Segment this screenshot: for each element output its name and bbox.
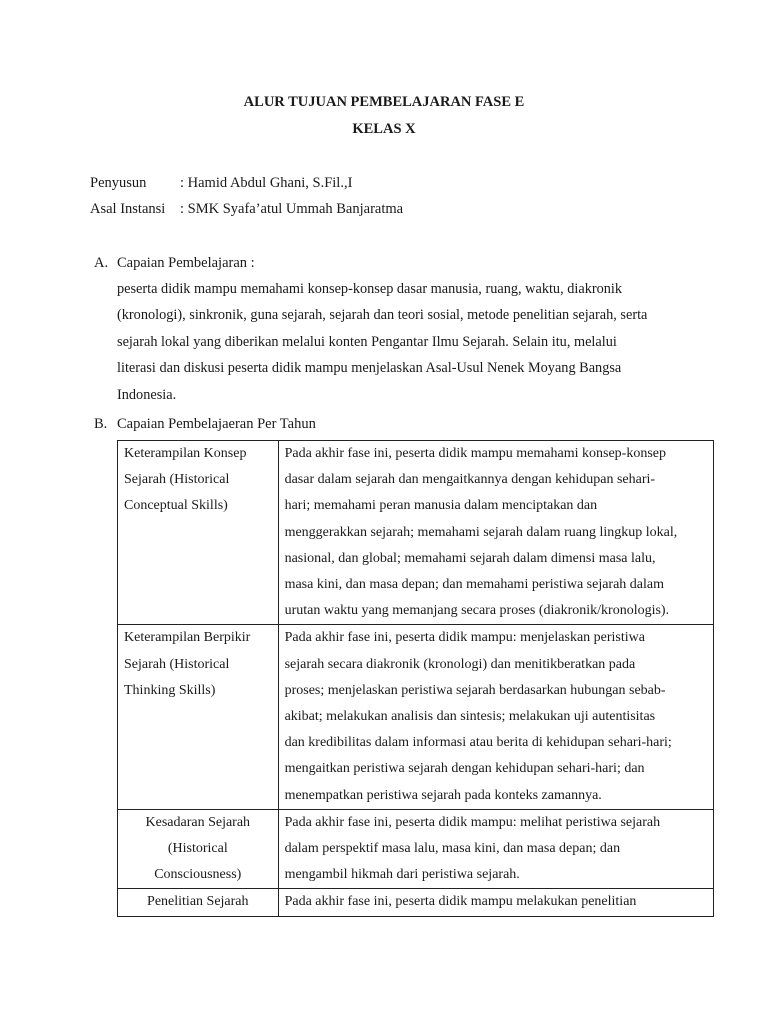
skill-line: Thinking Skills) xyxy=(124,682,216,698)
description-line: dasar dalam sejarah dan mengaitkannya dengan kehidupan sehari- xyxy=(284,472,656,488)
paragraph-line: sejarah lokal yang diberikan melalui konten Pengantar Ilmu Sejarah. Selain itu, melalui xyxy=(117,333,617,350)
penyusun-label: Penyusun xyxy=(90,175,147,191)
description-line: dalam perspektif masa lalu, masa kini, dan masa depan; dan xyxy=(284,841,621,857)
paragraph-line: (kronologi), sinkronik, guna sejarah, sejarah dan teori sosial, metode penelitian sejarah, serta xyxy=(117,307,648,324)
skill-cell xyxy=(118,441,279,625)
section-a-marker: A. xyxy=(94,255,109,271)
section-a-paragraph xyxy=(117,276,677,408)
skill-line: (Historical xyxy=(167,841,228,857)
description-line: proses; menjelaskan peristiwa sejarah berdasarkan hubungan sebab- xyxy=(284,682,666,698)
table-row xyxy=(118,625,714,809)
paragraph-line: Indonesia. xyxy=(117,386,177,403)
capaian-table xyxy=(117,440,714,917)
description-line: mengambil hikmah dari peristiwa sejarah. xyxy=(284,867,520,883)
description-line: Pada akhir fase ini, peserta didik mampu melakukan penelitian xyxy=(284,894,637,910)
description-line: Pada akhir fase ini, peserta didik mampu: menjelaskan peristiwa xyxy=(284,630,645,646)
description-cell xyxy=(278,889,713,916)
skill-line: Penelitian Sejarah xyxy=(147,894,249,910)
description-line: sejarah secara diakronik (kronologi) dan menitikberatkan pada xyxy=(284,656,636,672)
description-cell xyxy=(278,809,713,889)
section-a-title: Capaian Pembelajaran : xyxy=(117,255,255,271)
section-b-title: Capaian Pembelajaeran Per Tahun xyxy=(117,416,316,432)
skill-line: Conceptual Skills) xyxy=(124,498,228,514)
paragraph-line: peserta didik mampu memahami konsep-konsep dasar manusia, ruang, waktu, diakronik xyxy=(117,281,623,297)
table-row xyxy=(118,441,714,625)
description-line: mengaitkan peristiwa sejarah dengan kehidupan sehari-hari; dan xyxy=(284,761,645,777)
description-line: nasional, dan global; memahami sejarah dalam dimensi masa lalu, xyxy=(284,550,656,566)
description-cell xyxy=(278,625,713,809)
skill-cell xyxy=(118,809,279,889)
penyusun-value: : Hamid Abdul Ghani, S.Fil.,I xyxy=(180,175,353,191)
description-line: menempatkan peristiwa sejarah pada konteks zamannya. xyxy=(284,787,602,803)
section-b-marker: B. xyxy=(94,416,108,432)
paragraph-line: literasi dan diskusi peserta didik mampu menjelaskan Asal-Usul Nenek Moyang Bangsa xyxy=(117,360,622,377)
instansi-value: : SMK Syafa’atul Ummah Banjaratma xyxy=(180,201,404,217)
description-line: menggerakkan sejarah; memahami sejarah dalam ruang lingkup lokal, xyxy=(284,524,678,540)
description-line: masa kini, dan masa depan; dan memahami peristiwa sejarah dalam xyxy=(284,577,664,593)
description-line: urutan waktu yang memanjang secara proses (diakronik/kronologis). xyxy=(284,603,670,619)
skill-line: Sejarah (Historical xyxy=(124,472,230,488)
skill-line: Kesadaran Sejarah xyxy=(145,814,251,830)
table-row xyxy=(118,809,714,889)
description-line: akibat; melakukan analisis dan sintesis; melakukan uji autentisitas xyxy=(284,709,656,725)
skill-line: Sejarah (Historical xyxy=(124,656,230,672)
description-line: dan kredibilitas dalam informasi atau berita di kehidupan sehari-hari; xyxy=(284,735,672,751)
description-cell xyxy=(278,441,713,625)
table-row xyxy=(118,889,714,916)
description-line: Pada akhir fase ini, peserta didik mampu: melihat peristiwa sejarah xyxy=(284,814,661,830)
skill-line: Consciousness) xyxy=(154,867,242,883)
meta-penyusun xyxy=(90,173,352,193)
instansi-label: Asal Instansi xyxy=(90,201,166,217)
document-title: ALUR TUJUAN PEMBELAJARAN FASE E xyxy=(243,94,525,110)
skill-cell xyxy=(118,625,279,809)
skill-line: Keterampilan Berpikir xyxy=(124,630,251,646)
document-subtitle: KELAS X xyxy=(352,121,416,137)
skill-line: Keterampilan Konsep xyxy=(124,446,247,461)
description-line: hari; memahami peran manusia dalam menciptakan dan xyxy=(284,498,598,514)
skill-cell xyxy=(118,889,279,916)
meta-instansi xyxy=(90,199,403,219)
description-line: Pada akhir fase ini, peserta didik mampu memahami konsep-konsep xyxy=(284,446,666,461)
